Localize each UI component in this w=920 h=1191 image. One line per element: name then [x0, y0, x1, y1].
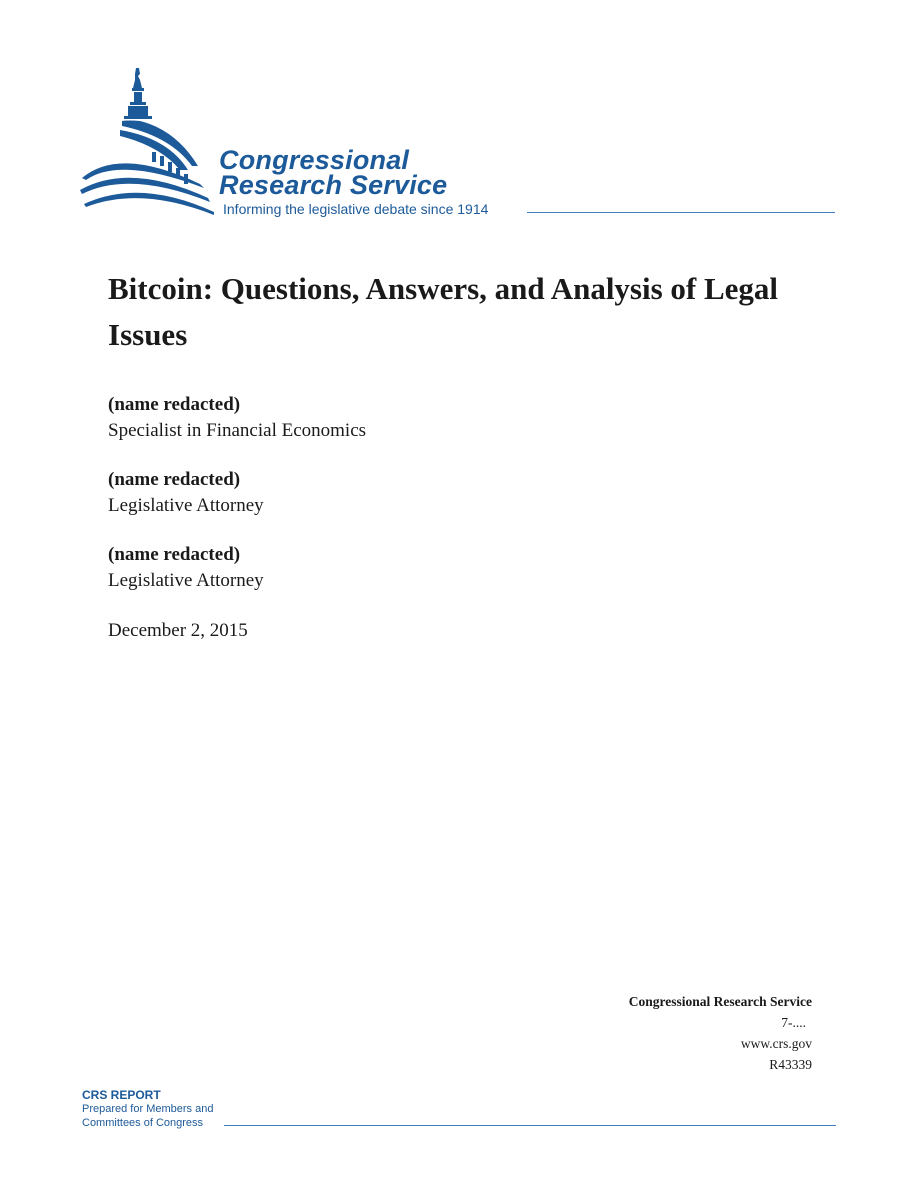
author-role: Specialist in Financial Economics	[108, 420, 367, 441]
author-role: Legislative Attorney	[108, 495, 264, 516]
crs-phone: 7-....	[781, 1015, 806, 1030]
logo-name-line2: Research Service	[219, 170, 448, 200]
author-role: Legislative Attorney	[108, 570, 264, 591]
logo-name-line1: Congressional	[219, 145, 410, 175]
crs-report-footer	[82, 1088, 842, 1133]
author-block	[108, 392, 366, 444]
author-name: (name redacted)	[108, 469, 241, 490]
footer-divider	[224, 1125, 836, 1126]
footer-line2: Committees of Congress	[82, 1117, 204, 1129]
crs-contact-block	[629, 991, 812, 1075]
report-number: R43339	[769, 1057, 812, 1072]
report-date: December 2, 2015	[108, 620, 248, 641]
capitol-dome-icon	[80, 66, 220, 216]
author-name: (name redacted)	[108, 394, 241, 415]
crs-website-link[interactable]: www.crs.gov	[740, 1036, 812, 1051]
crs-logo	[80, 66, 840, 226]
report-title: Bitcoin: Questions, Answers, and Analysis of Legal Issues	[108, 271, 779, 352]
author-block	[108, 467, 264, 519]
crs-organization: Congressional Research Service	[628, 994, 812, 1009]
logo-divider	[527, 212, 835, 213]
footer-line1: Prepared for Members and	[82, 1103, 214, 1115]
author-block	[108, 542, 264, 594]
logo-tagline: Informing the legislative debate since 1914	[223, 201, 489, 217]
author-name: (name redacted)	[108, 544, 241, 565]
footer-title: CRS REPORT	[82, 1088, 161, 1102]
